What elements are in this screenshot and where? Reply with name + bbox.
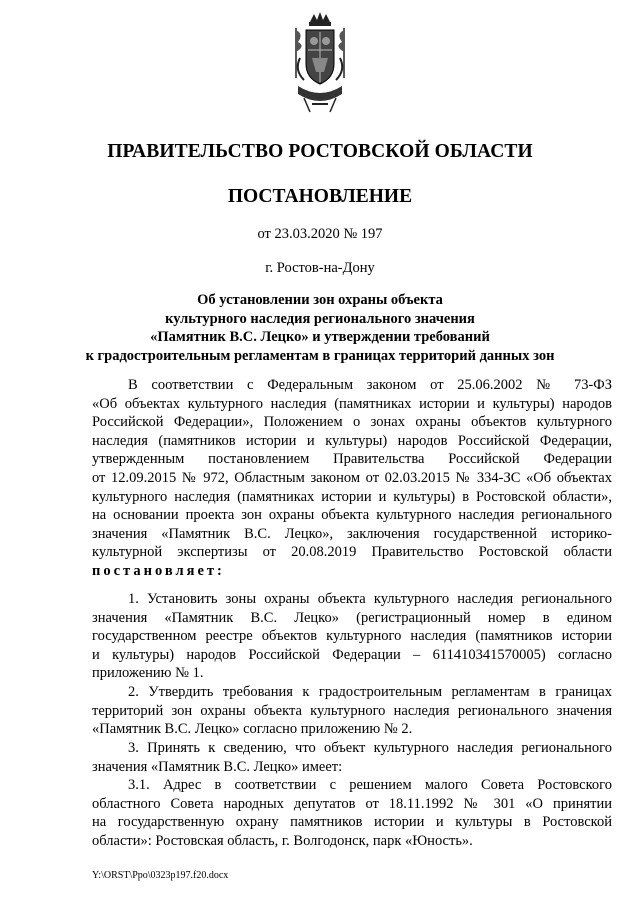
subject-line: «Памятник В.С. Лецко» и утверждении требований	[150, 329, 490, 345]
subject-line: к градостроительным регламентам в границах территорий данных зон	[85, 347, 555, 364]
preamble-line: культурного наследия (памятниках истории и культуры) в Ростовской области»,	[92, 488, 612, 505]
subject-heading	[60, 291, 580, 365]
item-line: 2. Утвердить требования к градостроительным регламентам в границах	[128, 684, 612, 700]
item-3-paragraph	[92, 739, 612, 776]
document-type-title: ПОСТАНОВЛЕНИЕ	[227, 186, 413, 207]
subject-line: Об установлении зон охраны объекта	[197, 292, 443, 308]
preamble-line: на основании проекта зон охраны объекта культурного наследия регионального	[92, 507, 612, 524]
item-line: государственном реестре объектов культурного наследия (памятников истории	[92, 628, 612, 645]
item-line: значения «Памятник В.С. Лецко» имеет:	[92, 758, 343, 775]
item-line: областного Совета народных депутатов от 18.11.1992 № 301 «О принятии	[92, 795, 612, 812]
item-1-paragraph	[92, 590, 612, 683]
item-line: и культуры) народов Российской Федерации – 611410341570005) согласно	[92, 646, 612, 663]
city-line: г. Ростов-на-Дону	[265, 260, 375, 276]
preamble-line: наследия (памятников истории и культуры) народов Российской Федерации,	[92, 432, 612, 449]
preamble-line: В соответствии с Федеральным законом от 25.06.2002 № 73-ФЗ	[128, 377, 612, 393]
coat-of-arms-icon	[290, 8, 350, 116]
item-line: «Памятник В.С. Лецко» согласно приложению № 2.	[92, 721, 413, 738]
preamble-line: Российской Федерации», Положением о зонах охраны объектов культурного	[92, 414, 612, 431]
item-line: территорий зон охраны объекта культурного наследия регионального значения	[92, 702, 612, 719]
preamble-paragraph	[92, 376, 612, 581]
item-line: значения «Памятник В.С. Лецко» (регистрационный номер в едином	[92, 609, 612, 626]
item-line: 3. Принять к сведению, что объект культурного наследия регионального	[128, 740, 612, 756]
preamble-line: «Об объектах культурного наследия (памятниках истории и культуры) народов	[92, 395, 612, 412]
preamble-line: утвержденным постановлением Правительства Российской Федерации	[92, 451, 612, 468]
item-line: на государственную охрану памятников истории и культуры в Ростовской	[92, 814, 612, 831]
government-title: ПРАВИТЕЛЬСТВО РОСТОВСКОЙ ОБЛАСТИ	[107, 141, 533, 162]
preamble-line: от 12.09.2015 № 972, Областным законом от 02.03.2015 № 334-ЗС «Об объектах	[92, 469, 612, 486]
preamble-line: культурной экспертизы от 20.08.2019 Правительство Ростовской области	[92, 544, 612, 561]
item-line: 3.1. Адрес в соответствии с решением малого Совета Ростовского	[128, 777, 612, 793]
item-3-1-paragraph	[92, 776, 612, 850]
subject-line: культурного наследия регионального значения	[165, 310, 475, 327]
item-line: 1. Установить зоны охраны объекта культурного наследия регионального	[128, 591, 612, 607]
resolves-word: постановляет:	[92, 562, 225, 579]
file-path-footer: Y:\ORST\Ppo\0323p197.f20.docx	[92, 870, 229, 881]
date-and-number: от 23.03.2020 № 197	[257, 226, 383, 242]
item-line: области»: Ростовская область, г. Волгодонск, парк «Юность».	[92, 832, 473, 849]
preamble-line: значения «Памятник В.С. Лецко», заключения государственной историко-	[92, 525, 612, 542]
item-line: приложению № 1.	[92, 665, 204, 682]
item-2-paragraph	[92, 683, 612, 739]
